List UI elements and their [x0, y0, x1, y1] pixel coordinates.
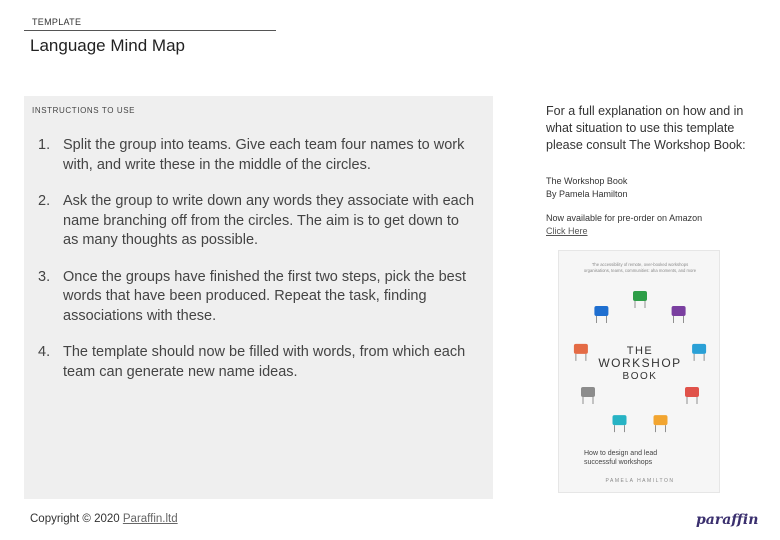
cover-author: PAMELA HAMILTON: [605, 478, 675, 484]
availability-text: Now available for pre-order on Amazon: [546, 213, 703, 223]
book-intro-text: For a full explanation on how and in what situation to use this template please consult The Workshop Book:: [546, 104, 746, 152]
instruction-step: [38, 136, 478, 175]
step-number: 2.: [38, 193, 51, 209]
step-number: 1.: [38, 137, 51, 153]
header-divider: [24, 30, 276, 31]
cover-blurb-line-1: The accessibility of remote, over-booked workshops: [591, 262, 689, 267]
instruction-step: [38, 192, 478, 251]
availability-note: [546, 212, 768, 237]
company-link[interactable]: Paraffin.ltd: [122, 513, 178, 525]
instructions-panel: [24, 96, 493, 499]
step-text: The template should now be filled with words, from which each team can generate new name ideas.: [63, 344, 466, 380]
instructions-list: [38, 136, 478, 399]
step-text: Split the group into teams. Give each team four names to work with, and write these in the middle of the circles.: [63, 137, 465, 173]
instructions-heading: INSTRUCTIONS TO USE: [32, 106, 136, 115]
instruction-step: [38, 268, 478, 327]
book-title-text: The Workshop Book: [546, 176, 628, 186]
book-cover-image[interactable]: [558, 250, 720, 493]
book-author-text: By Pamela Hamilton: [546, 188, 628, 199]
book-info-sidebar: [546, 103, 768, 237]
click-here-link[interactable]: Click Here: [546, 225, 588, 236]
step-text: Ask the group to write down any words they associate with each name branching off from the circles. The aim is to get down to as many thoughts as possible.: [63, 193, 475, 248]
instruction-step: [38, 343, 478, 382]
template-label: TEMPLATE: [32, 17, 82, 27]
cover-blurb-line-2: organisations, teams, communities: aha moments, and more: [583, 268, 697, 273]
page-title: Language Mind Map: [30, 36, 186, 55]
book-cover-art: [559, 251, 720, 493]
cover-title-line-3: BOOK: [622, 371, 658, 382]
copyright-text: Copyright © 2020: [30, 513, 120, 525]
paraffin-logo: paraffin: [696, 512, 759, 528]
book-credit: [546, 175, 768, 200]
cover-title-line-2: WORKSHOP: [598, 356, 682, 370]
cover-title-line-1: THE: [626, 345, 654, 357]
cover-subtitle-line-2: successful workshops: [584, 459, 653, 466]
copyright-notice: [30, 513, 178, 525]
step-number: 4.: [38, 344, 51, 360]
step-text: Once the groups have finished the first two steps, pick the best words that have been produced. Repeat the task, finding associations with these.: [63, 268, 466, 324]
cover-subtitle-line-1: How to design and lead: [584, 450, 658, 457]
step-number: 3.: [38, 268, 51, 285]
